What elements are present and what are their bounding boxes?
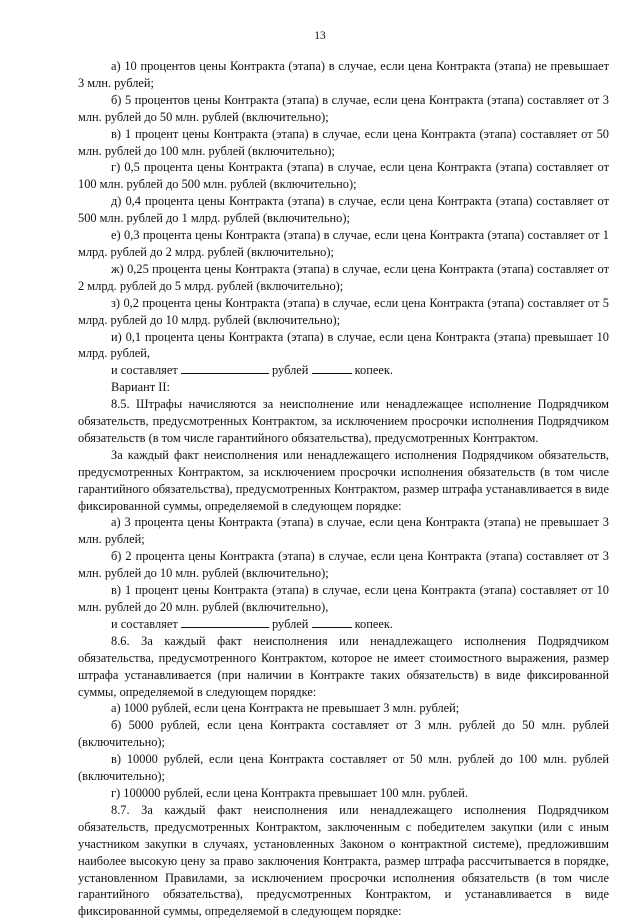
document-body <box>78 58 609 920</box>
penalty-item-zh: ж) 0,25 процента цены Контракта (этапа) в случае, если цена Контракта (этапа) составляет от 2 млрд. рублей до 5 млрд. рублей (включительно); <box>78 261 609 293</box>
amount-text-rubles: рублей <box>272 616 309 631</box>
amount-line-1 <box>78 362 609 379</box>
variant2-item-v: в) 1 процент цены Контракта (этапа) в случае, если цена Контракта (этапа) составляет от 10 млн. рублей до 20 млн. рублей (включительно), <box>78 583 609 614</box>
amount-text-rubles: рублей <box>272 363 309 378</box>
penalty-item-v: в) 1 процент цены Контракта (этапа) в случае, если цена Контракта (этапа) составляет от 50 млн. рублей до 100 млн. рублей (включительно); <box>78 126 609 158</box>
amount-text-kopecks: копеек. <box>354 363 393 378</box>
kopecks-blank <box>312 616 352 628</box>
penalty-item-g: г) 0,5 процента цены Контракта (этапа) в случае, если цена Контракта (этапа) составляет от 100 млн. рублей до 500 млн. рублей (включительно); <box>78 160 609 192</box>
clause-8-7: 8.7. За каждый факт неисполнения или ненадлежащего исполнения Подрядчиком обязательств, предусмотренных Контрактом, заключенным с победителем закупки (или с иным участником закупки в случаях, установленных Законом о контрактной системе), предложившим наиболее высокую цену за право заключения Контракта, размер штрафа рассчитывается в порядке, установленном Правилами, за исключением просрочки исполнения обязательств (в том числе гарантийного обязательства), предусмотренных Контрактом, и устанавливается в виде фиксированной суммы, определяемой в следующем порядке: <box>78 802 609 919</box>
penalty-item-a: а) 10 процентов цены Контракта (этапа) в случае, если цена Контракта (этапа) не превышает 3 млн. рублей; <box>78 59 609 90</box>
amount-text-kopecks: копеек. <box>354 616 393 631</box>
penalty-item-d: д) 0,4 процента цены Контракта (этапа) в случае, если цена Контракта (этапа) составляет от 500 млн. рублей до 1 млрд. рублей (включительно); <box>78 194 609 226</box>
rubles-blank <box>181 362 269 374</box>
amount-text-prefix: и составляет <box>111 363 178 378</box>
penalty-item-z: з) 0,2 процента цены Контракта (этапа) в случае, если цена Контракта (этапа) составляет от 5 млрд. рублей до 10 млрд. рублей (включительно); <box>78 295 609 327</box>
variant-heading: Вариант II: <box>111 380 170 395</box>
kopecks-blank <box>312 362 352 374</box>
fixed-item-g: г) 100000 рублей, если цена Контракта превышает 100 млн. рублей. <box>111 785 469 800</box>
fixed-item-b: б) 5000 рублей, если цена Контракта составляет от 3 млн. рублей до 50 млн. рублей (включительно); <box>78 718 609 750</box>
fixed-item-v: в) 10000 рублей, если цена Контракта составляет от 50 млн. рублей до 100 млн. рублей (включительно); <box>78 752 609 784</box>
clause-8-5: 8.5. Штрафы начисляются за неисполнение или ненадлежащее исполнение Подрядчиком обязательств, предусмотренных Контрактом, за исключением просрочки исполнения Подрядчиком обязательств (в том числе гарантийного обязательства), предусмотренных Контрактом. <box>78 397 609 445</box>
page-number: 13 <box>314 30 326 42</box>
rubles-blank <box>181 616 269 628</box>
penalty-item-i: и) 0,1 процента цены Контракта (этапа) в случае, если цена Контракта (этапа) превышает 10 млрд. рублей, <box>78 329 609 361</box>
variant2-item-a: а) 3 процента цены Контракта (этапа) в случае, если цена Контракта (этапа) не превышает 3 млн. рублей; <box>78 515 609 547</box>
clause-8-5-details: За каждый факт неисполнения или ненадлежащего исполнения Подрядчиком обязательств, предусмотренных Контрактом, за исключением просрочки исполнения обязательств (в том числе гарантийного обязательства), предусмотренных Контрактом, размер штрафа устанавливается в виде фиксированной суммы, определяемой в следующем порядке: <box>78 447 609 513</box>
amount-line-2 <box>78 616 609 633</box>
amount-text-prefix: и составляет <box>111 616 178 631</box>
variant2-item-b: б) 2 процента цены Контракта (этапа) в случае, если цена Контракта (этапа) составляет от 3 млн. рублей до 10 млн. рублей (включительно); <box>78 549 609 581</box>
penalty-item-b: б) 5 процентов цены Контракта (этапа) в случае, если цена Контракта (этапа) составляет от 3 млн. рублей до 50 млн. рублей (включительно); <box>78 92 609 124</box>
clause-8-6: 8.6. За каждый факт неисполнения или ненадлежащего исполнения Подрядчиком обязательства, предусмотренного Контрактом, которое не имеет стоимостного выражения, размер штрафа устанавливается (при наличии в Контракте таких обязательств) в виде фиксированной суммы, определяемой в следующем порядке: <box>78 633 609 699</box>
fixed-item-a: а) 1000 рублей, если цена Контракта не превышает 3 млн. рублей; <box>111 701 460 716</box>
penalty-item-e: е) 0,3 процента цены Контракта (этапа) в случае, если цена Контракта (этапа) составляет от 1 млрд. рублей до 2 млрд. рублей (включительно); <box>78 228 609 259</box>
